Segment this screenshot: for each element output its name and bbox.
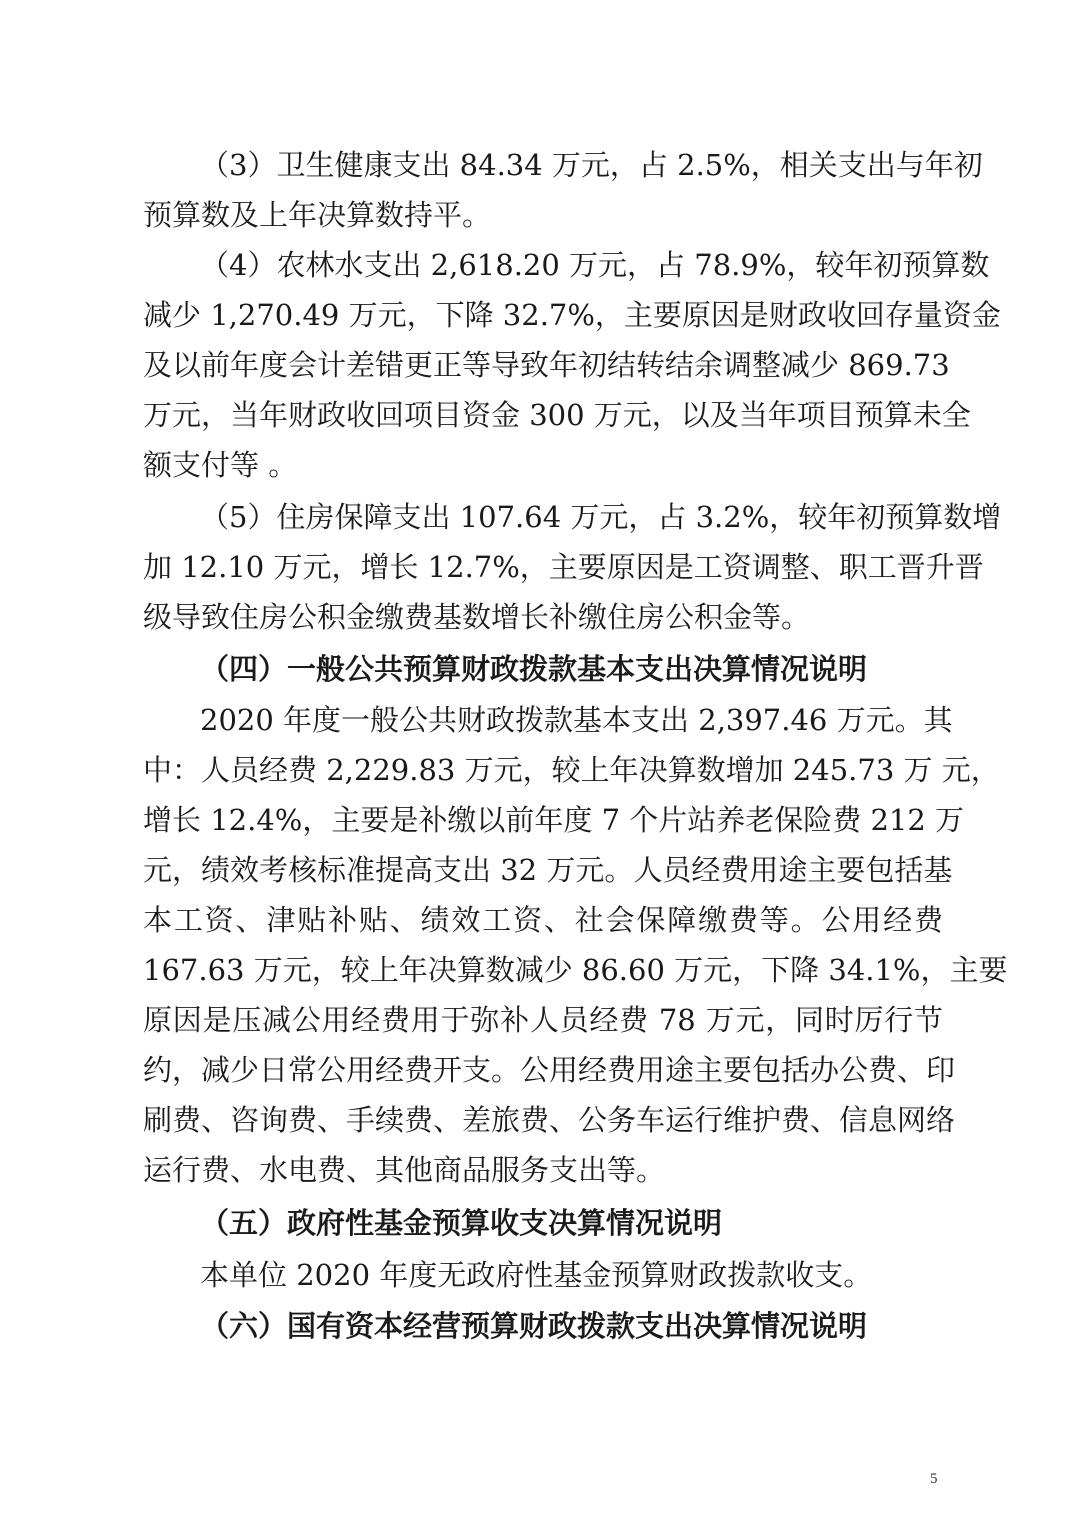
paragraph-line: 约，减少日常公用经费开支。公用经费用途主要包括办公费、印 [143, 1053, 956, 1087]
section-heading: （六）国有资本经营预算财政拨款支出决算情况说明 [200, 1309, 868, 1343]
paragraph-line: 元，绩效考核标准提高支出 32 万元。人员经费用途主要包括基 [143, 853, 953, 887]
section-heading: （五）政府性基金预算收支决算情况说明 [200, 1206, 723, 1240]
paragraph-line: 运行费、水电费、其他商品服务支出等。 [143, 1153, 666, 1187]
paragraph-line: 减少 1,270.49 万元，下降 32.7%，主要原因是财政收回存量资金 [143, 298, 1001, 332]
section-heading: （四）一般公共预算财政拨款基本支出决算情况说明 [200, 652, 868, 686]
paragraph-line: 本单位 2020 年度无政府性基金预算财政拨款收支。 [200, 1258, 873, 1292]
paragraph-line: （4）农林水支出 2,618.20 万元，占 78.9%，较年初预算数 [200, 248, 990, 282]
paragraph-line: 刷费、咨询费、手续费、差旅费、公务车运行维护费、信息网络 [143, 1103, 956, 1137]
paragraph-line: （3）卫生健康支出 84.34 万元，占 2.5%，相关支出与年初 [200, 148, 983, 182]
page-number: 5 [930, 1471, 938, 1487]
paragraph-line: 原因是压减公用经费用于弥补人员经费 78 万元，同时厉行节 [143, 1003, 943, 1037]
paragraph-line: （5）住房保障支出 107.64 万元，占 3.2%，较年初预算数增 [200, 500, 1002, 534]
paragraph-line: 2020 年度一般公共财政拨款基本支出 2,397.46 万元。其 [200, 703, 953, 737]
paragraph-line: 增长 12.4%，主要是补缴以前年度 7 个片站养老保险费 212 万 [143, 803, 965, 837]
paragraph-line: 及以前年度会计差错更正等导致年初结转结余调整减少 869.73 [143, 348, 950, 382]
paragraph-line: 本工资、津贴补贴、绩效工资、社会保障缴费等。公用经费 [143, 903, 943, 937]
paragraph-line: 加 12.10 万元，增长 12.7%，主要原因是工资调整、职工晋升晋 [143, 550, 984, 584]
paragraph-line: 中：人员经费 2,229.83 万元，较上年决算数增加 245.73 万 元， [143, 753, 1000, 787]
paragraph-line: 级导致住房公积金缴费基数增长补缴住房公积金等。 [143, 600, 811, 634]
paragraph-line: 额支付等 。 [143, 448, 298, 482]
paragraph-line: 167.63 万元，较上年决算数减少 86.60 万元，下降 34.1%，主要 [143, 953, 1008, 987]
paragraph-line: 预算数及上年决算数持平。 [143, 198, 492, 232]
paragraph-line: 万元，当年财政收回项目资金 300 万元，以及当年项目预算未全 [143, 398, 971, 432]
